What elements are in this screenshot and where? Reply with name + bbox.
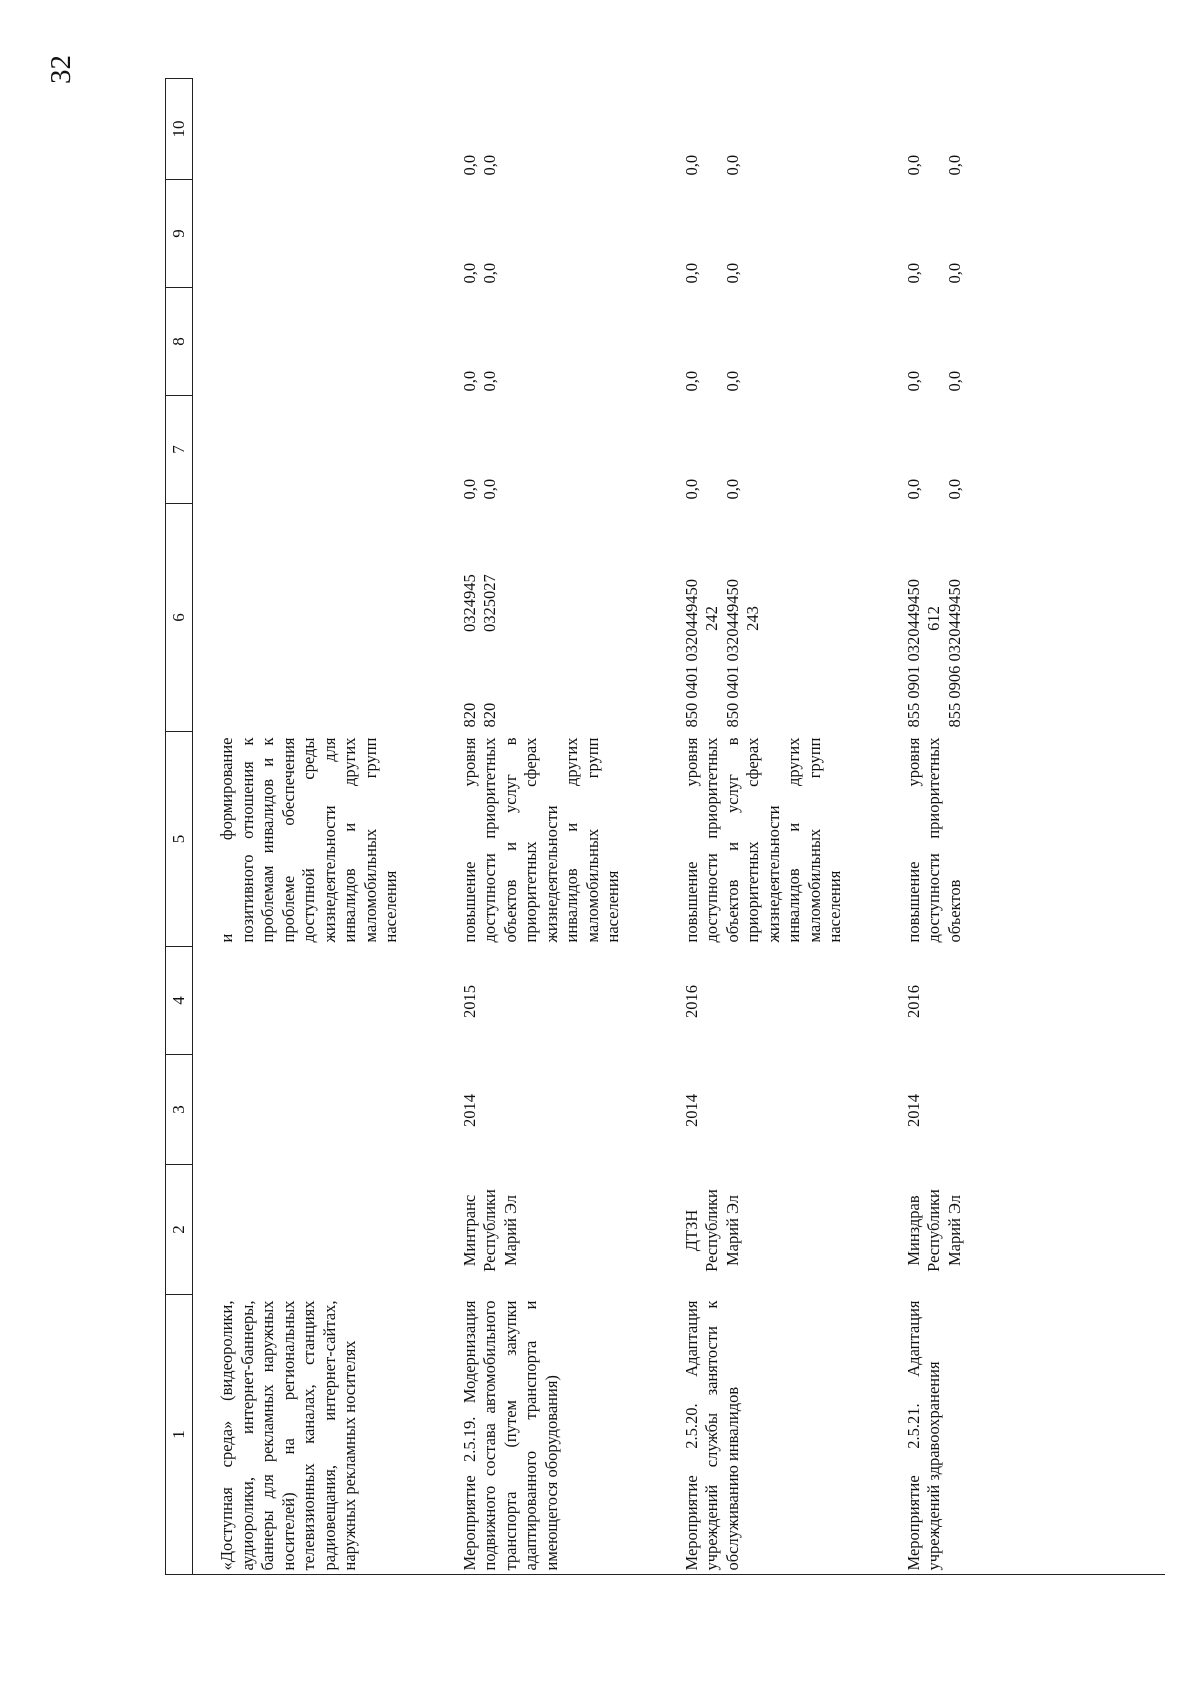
cell-value-7 [193, 396, 402, 504]
cell-value-8: 0,0 0,0 [903, 370, 964, 392]
cell-value-7: 0,0 0,0 [459, 478, 499, 500]
budget-code-line: 820 0325027 [480, 574, 499, 728]
cell-measure: «Доступная среда» (видеоролики, аудиоролики, интернет-баннеры, баннеры для рекламных наружных носителей) на региональных телевизионных каналах, станциях радиовещания, интернет-сайтах, наружных рекламных носителях [217, 1300, 359, 1571]
page-number: 32 [45, 55, 77, 84]
budget-code-suffix: 243 [743, 606, 762, 631]
table-row [193, 79, 402, 1575]
cell-budget-code [460, 504, 624, 732]
budget-code-line: 850 0401 0320449450 [681, 579, 701, 728]
cell-measure: Мероприятие 2.5.21. Адаптация учреждений здравоохранения [903, 1300, 943, 1571]
cell-result: повышение уровня доступности приоритетных объектов и услуг в приоритетных сферах жизнедеятельности инвалидов и других маломобильных групп населения [459, 737, 622, 943]
col-header-4: 4 [166, 947, 193, 1055]
cell-result: повышение уровня доступности приоритетных объектов и услуг в приоритетных сферах жизнедеятельности инвалидов и других маломобильных групп населения [681, 737, 844, 943]
budget-code-line: 820 0324945 [459, 574, 479, 728]
cell-value-9: 0,0 0,0 [459, 262, 499, 284]
program-table [165, 78, 965, 1575]
cell-executor: ДТЗН Республики Марий Эл [681, 1189, 742, 1272]
cell-value-8: 0,0 0,0 [681, 370, 742, 392]
col-header-8: 8 [166, 288, 193, 396]
cell-start-year: 2014 [681, 1094, 701, 1127]
col-header-5: 5 [166, 732, 193, 947]
cell-budget-code [193, 504, 402, 732]
cell-start-year: 2014 [459, 1094, 479, 1127]
cell-executor: Минтранс Республики Марий Эл [459, 1189, 520, 1272]
cell-value-9: 0,0 0,0 [681, 262, 742, 284]
cell-end-year [193, 947, 402, 1055]
cell-executor: Минздрав Республики Марий Эл [903, 1189, 964, 1272]
cell-result: повышение уровня доступности приоритетных объектов [903, 737, 964, 943]
cell-value-10: 0,0 0,0 [459, 154, 499, 176]
cell-value-8 [193, 288, 402, 396]
col-header-1: 1 [166, 1295, 193, 1575]
cell-end-year: 2016 [903, 985, 923, 1018]
budget-code-line: 855 0906 0320449450 [944, 579, 964, 728]
col-header-9: 9 [166, 180, 193, 288]
cell-value-7: 0,0 0,0 [681, 478, 742, 500]
budget-code-line: 855 0901 0320449450 [903, 579, 923, 728]
cell-start-year [193, 1055, 402, 1165]
cell-end-year: 2016 [681, 985, 701, 1018]
cell-start-year: 2014 [903, 1094, 923, 1127]
header-row [166, 79, 193, 1575]
budget-code-line: 850 0401 0320449450 [722, 579, 742, 728]
table-row [682, 79, 846, 1575]
cell-value-7: 0,0 0,0 [903, 478, 964, 500]
table-row [904, 79, 966, 1575]
cell-budget-code [904, 504, 966, 732]
cell-value-10 [193, 79, 402, 180]
col-header-10: 10 [166, 79, 193, 180]
table-left-border [165, 1574, 1165, 1575]
col-header-3: 3 [166, 1055, 193, 1165]
cell-result: и формирование позитивного отношения к проблемам инвалидов и к проблеме обеспечения доступной среды жизнедеятельности для инвалидов и других маломобильных групп населения [217, 737, 400, 943]
cell-value-10: 0,0 0,0 [681, 154, 742, 176]
cell-value-9 [193, 180, 402, 288]
cell-executor [193, 1165, 402, 1295]
cell-measure: Мероприятие 2.5.20. Адаптация учреждений службы занятости к обслуживанию инвалидов [681, 1300, 742, 1571]
cell-value-9: 0,0 0,0 [903, 262, 964, 284]
table-row [460, 79, 624, 1575]
col-header-2: 2 [166, 1165, 193, 1295]
cell-end-year: 2015 [459, 985, 479, 1018]
budget-code-suffix: 242 [702, 606, 721, 631]
cell-budget-code [682, 504, 846, 732]
cell-measure: Мероприятие 2.5.19. Модернизация подвижного состава автомобильного транспорта (путем закупки адаптированного транспорта и имеющегося оборудования) [459, 1300, 561, 1571]
cell-value-8: 0,0 0,0 [459, 370, 499, 392]
col-header-7: 7 [166, 396, 193, 504]
cell-value-10: 0,0 0,0 [903, 154, 964, 176]
col-header-6: 6 [166, 504, 193, 732]
budget-code-suffix: 612 [924, 606, 943, 631]
